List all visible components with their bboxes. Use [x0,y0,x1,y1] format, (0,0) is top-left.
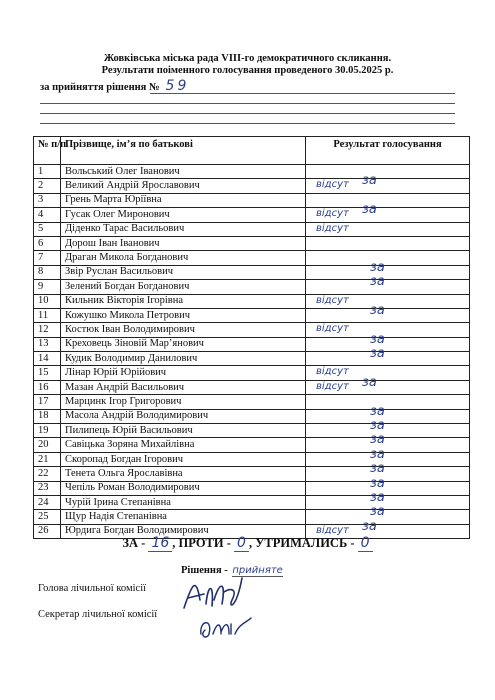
proty-value: 0 [234,535,249,552]
deputy-name: Великий Андрій Ярославович [61,179,306,193]
table-row [34,236,470,250]
vote-result-cell [306,165,470,179]
table-row [34,438,470,452]
decision-underline-1 [150,93,455,94]
vote-result-cell [306,432,470,452]
deputy-name: Юрдига Богдан Володимирович [61,524,306,538]
table-row [34,395,470,409]
vote-result-cell [306,461,470,481]
decision-underline-2 [40,103,455,104]
vote-mark: за [370,418,385,434]
table-row [34,495,470,509]
row-number: 20 [34,438,61,452]
vote-result-cell [306,489,470,509]
vote-result-cell [306,193,470,207]
absent-mark: відсут [316,524,349,536]
vote-result-cell [306,346,470,366]
vote-mark: за [362,173,377,189]
header-line-1: Жовківська міська рада VIII-го демократичного скликання. [103,53,392,64]
deputy-name: Марцинк Ігор Григорович [61,395,306,409]
deputy-name: Драган Микола Богданович [61,251,306,265]
deputy-name: Щур Надія Степанівна [61,510,306,524]
table-header-row [34,137,470,165]
chair-label: Голова лічильної комісії [38,583,147,594]
table-row [34,424,470,438]
deputy-name: Грень Марта Юріївна [61,193,306,207]
vote-mark: за [370,346,385,362]
vote-result-cell [306,302,470,322]
vote-mark: за [370,259,385,275]
vote-result-cell [306,403,470,423]
chair-signature [178,570,248,614]
vote-mark: за [362,518,377,534]
row-number: 8 [34,265,61,279]
row-number: 12 [34,323,61,337]
table-row [34,510,470,524]
vote-mark: за [370,403,385,419]
decision-result-label: Рішення - [181,565,228,576]
absent-mark: відсут [316,380,349,392]
table-row [34,251,470,265]
decision-underline-4 [40,123,455,124]
decision-underline-3 [40,113,455,114]
secretary-label: Секретар лічильної комісії [38,609,158,620]
deputy-name: Лінар Юрій Юрійович [61,366,306,380]
table-row [34,265,470,279]
absent-mark: відсут [316,179,349,191]
votes-table [33,136,470,539]
vote-result-cell [306,331,470,351]
vote-result-cell [306,236,470,250]
vote-result-cell [306,173,470,193]
row-number: 22 [34,467,61,481]
vote-mark: за [370,475,385,491]
row-number: 6 [34,236,61,250]
deputy-name: Мазан Андрій Васильович [61,380,306,394]
deputy-name: Креховець Зіновій Мар’янович [61,337,306,351]
deputy-name: Вольський Олег Іванович [61,165,306,179]
absent-mark: відсут [316,323,349,335]
deputy-name: Тенета Ольга Ярославівна [61,467,306,481]
row-number: 13 [34,337,61,351]
deputy-name: Діденко Тарас Васильович [61,222,306,236]
table-row [34,337,470,351]
vote-result-cell [306,222,470,236]
vote-mark: за [362,202,377,218]
deputy-name: Кильник Вікторія Ігорівна [61,294,306,308]
vote-result-cell [306,418,470,438]
table-row [34,366,470,380]
table-row [34,193,470,207]
col-num-header: № п/п [34,137,61,165]
vote-totals [0,535,495,551]
row-number: 21 [34,452,61,466]
decision-line [40,78,189,94]
deputy-name: Масола Андрій Володимирович [61,409,306,423]
row-number: 19 [34,424,61,438]
secretary-signature [195,612,255,642]
deputy-name: Пилипець Юрій Васильович [61,424,306,438]
deputy-name: Кожушко Микола Петрович [61,308,306,322]
row-number: 15 [34,366,61,380]
row-number: 18 [34,409,61,423]
table-row [34,481,470,495]
row-number: 10 [34,294,61,308]
decision-number: 59 [165,78,190,94]
deputy-name: Чепіль Роман Володимирович [61,481,306,495]
row-number: 2 [34,179,61,193]
vote-result-cell [306,475,470,495]
vote-mark: за [370,274,385,290]
col-result-header: Результат голосування [306,137,470,165]
deputy-name: Костюк Іван Володимирович [61,323,306,337]
table-row [34,308,470,322]
absent-mark: відсут [316,294,349,306]
table-row [34,452,470,466]
table-row [34,409,470,423]
vote-result-cell [306,294,470,308]
vote-mark: за [370,302,385,318]
vote-mark: за [370,432,385,448]
row-number: 1 [34,165,61,179]
absent-mark: відсут [316,366,349,378]
proty-label: , ПРОТИ - [172,536,231,550]
deputy-name: Чурій Ірина Степанівна [61,495,306,509]
vote-mark: за [370,489,385,505]
deputy-name: Дорош Іван Іванович [61,236,306,250]
vote-result-cell [306,366,470,380]
absent-mark: відсут [316,208,349,220]
vote-result-cell [306,274,470,294]
vote-mark: за [362,374,377,390]
row-number: 14 [34,352,61,366]
table-row [34,280,470,294]
table-row [34,222,470,236]
deputy-name: Савіцька Зоряна Михайлівна [61,438,306,452]
vote-result-cell [306,504,470,524]
vote-mark: за [370,446,385,462]
vote-result-cell [306,251,470,265]
table-row [34,352,470,366]
utr-value: 0 [358,535,373,552]
row-number: 3 [34,193,61,207]
row-number: 11 [34,308,61,322]
absent-mark: відсут [316,222,349,234]
table-row [34,165,470,179]
vote-mark: за [370,331,385,347]
vote-result-cell [306,323,470,337]
header-line-2: Результати поіменного голосування проведеного 30.05.2025 р. [101,65,394,76]
za-value: 16 [148,535,172,552]
za-label: ЗА - [122,536,146,550]
deputy-name: Кудик Володимир Данилович [61,352,306,366]
vote-result-cell [306,395,470,409]
col-name-header: Прізвище, ім’я по батькові [61,137,306,165]
vote-result-cell [306,446,470,466]
row-number: 16 [34,380,61,394]
row-number: 25 [34,510,61,524]
table-row [34,467,470,481]
row-number: 4 [34,208,61,222]
table-row [34,380,470,394]
row-number: 17 [34,395,61,409]
decision-result-value: прийняте [232,565,283,576]
row-number: 5 [34,222,61,236]
vote-mark: за [370,461,385,477]
vote-result-cell [306,374,470,394]
decision-label: за прийняття рішення № [40,82,160,93]
deputy-name: Гусак Олег Миронович [61,208,306,222]
row-number: 26 [34,524,61,538]
deputy-name: Скоропад Богдан Ігорович [61,452,306,466]
vote-mark: за [370,504,385,520]
table-row [34,179,470,193]
table-row [34,208,470,222]
deputy-name: Зелений Богдан Богданович [61,280,306,294]
row-number: 23 [34,481,61,495]
row-number: 9 [34,280,61,294]
vote-result-cell [306,202,470,222]
row-number: 24 [34,495,61,509]
table-row [34,323,470,337]
deputy-name: Звір Руслан Васильович [61,265,306,279]
table-row [34,294,470,308]
vote-result-cell [306,259,470,279]
utr-label: , УТРИМАЛИСЬ - [248,536,355,550]
row-number: 7 [34,251,61,265]
